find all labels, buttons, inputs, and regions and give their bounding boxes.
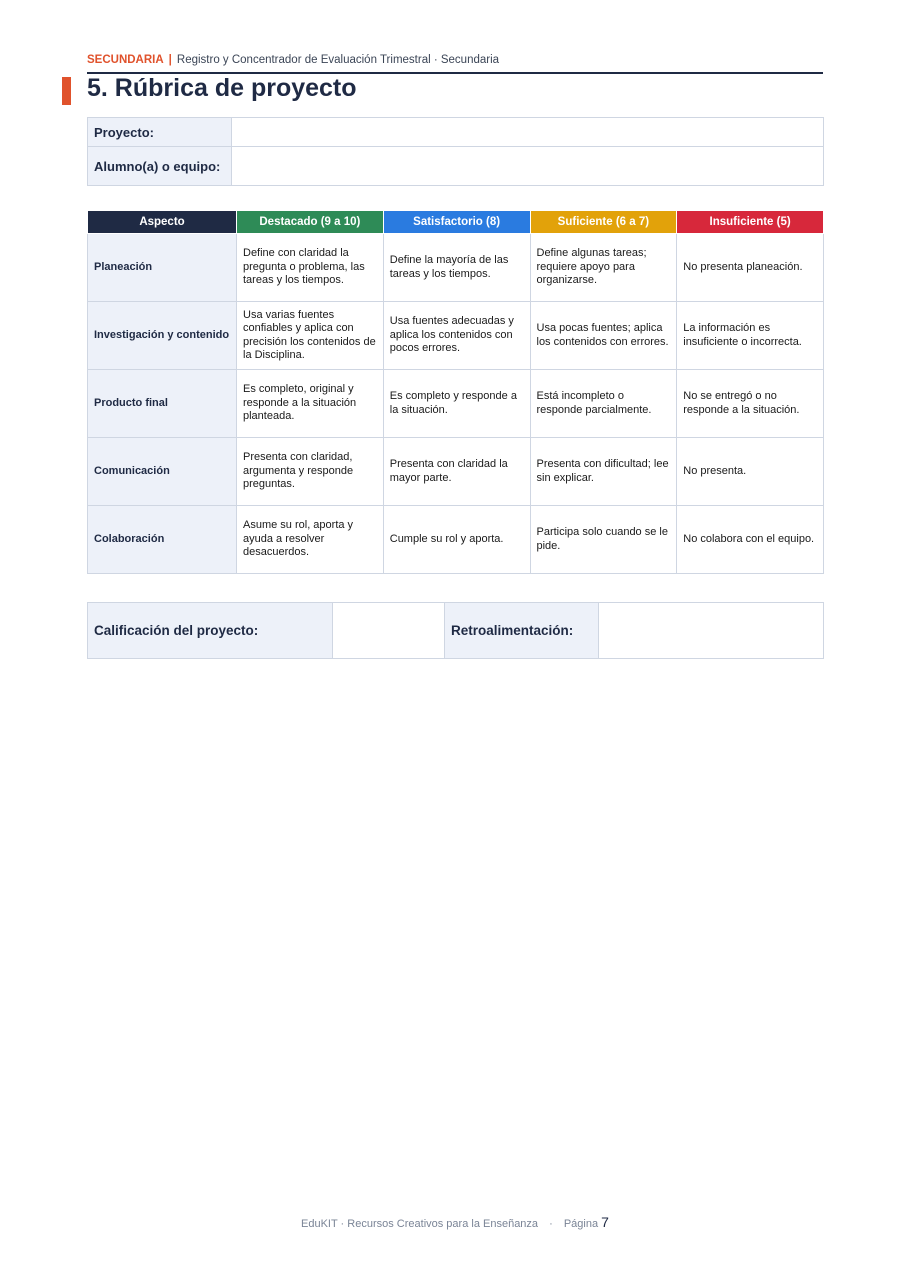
rubric-cell: No colabora con el equipo.: [677, 506, 824, 574]
rubric-cell: Presenta con dificultad; lee sin explicar.: [530, 438, 677, 506]
footer-page-number: 7: [601, 1214, 609, 1230]
page-footer: [0, 1214, 910, 1230]
rubric-cell: Es completo, original y responde a la situación planteada.: [237, 370, 384, 438]
table-row: [88, 438, 824, 506]
table-row: [88, 302, 824, 370]
header-aspect: Aspecto: [88, 211, 237, 234]
rubric-cell: No se entregó o no responde a la situación.: [677, 370, 824, 438]
project-row: [88, 118, 824, 147]
page-title: 5. Rúbrica de proyecto: [87, 74, 357, 102]
rubric-cell: Presenta con claridad, argumenta y responde preguntas.: [237, 438, 384, 506]
rubric-cell: Define algunas tareas; requiere apoyo para organizarse.: [530, 234, 677, 302]
rubric-cell: No presenta.: [677, 438, 824, 506]
rubric-cell: Define la mayoría de las tareas y los tiempos.: [383, 234, 530, 302]
page-header: [87, 54, 823, 74]
student-label: Alumno(a) o equipo:: [88, 147, 232, 186]
footer-dot: ·: [549, 1218, 553, 1230]
grade-row: [88, 603, 824, 659]
rubric-cell: No presenta planeación.: [677, 234, 824, 302]
rubric-cell: Usa pocas fuentes; aplica los contenidos con errores.: [530, 302, 677, 370]
feedback-label: Retroalimentación:: [445, 603, 599, 659]
header-separator: |: [168, 54, 172, 66]
aspect-planeacion: Planeación: [88, 234, 237, 302]
header-subtitle: Registro y Concentrador de Evaluación Trimestral · Secundaria: [176, 54, 500, 66]
footer-text: EduKIT · Recursos Creativos para la Enseñanza: [301, 1218, 539, 1230]
feedback-field[interactable]: [599, 603, 824, 659]
table-row: [88, 506, 824, 574]
rubric-cell: Presenta con claridad la mayor parte.: [383, 438, 530, 506]
project-info-table: [87, 117, 824, 186]
aspect-producto-final: Producto final: [88, 370, 237, 438]
rubric-table: [87, 210, 824, 574]
header-insuficiente: Insuficiente (5): [677, 211, 824, 234]
table-row: [88, 370, 824, 438]
grade-label: Calificación del proyecto:: [88, 603, 333, 659]
title-accent-bar: [62, 77, 71, 105]
header-suficiente: Suficiente (6 a 7): [530, 211, 677, 234]
header-destacado: Destacado (9 a 10): [237, 211, 384, 234]
footer-page-label: Página: [563, 1218, 599, 1230]
grade-field[interactable]: [333, 603, 445, 659]
rubric-header-row: [88, 211, 824, 234]
table-row: [88, 234, 824, 302]
header-satisfactorio: Satisfactorio (8): [383, 211, 530, 234]
grade-table: [87, 602, 824, 659]
rubric-cell: Es completo y responde a la situación.: [383, 370, 530, 438]
rubric-cell: Asume su rol, aporta y ayuda a resolver desacuerdos.: [237, 506, 384, 574]
aspect-comunicacion: Comunicación: [88, 438, 237, 506]
student-field[interactable]: [232, 147, 824, 186]
rubric-cell: Define con claridad la pregunta o problema, las tareas y los tiempos.: [237, 234, 384, 302]
rubric-cell: Participa solo cuando se le pide.: [530, 506, 677, 574]
rubric-cell: Cumple su rol y aporta.: [383, 506, 530, 574]
header-brand: SECUNDARIA: [87, 54, 164, 66]
rubric-cell: Usa fuentes adecuadas y aplica los contenidos con pocos errores.: [383, 302, 530, 370]
rubric-cell: Está incompleto o responde parcialmente.: [530, 370, 677, 438]
rubric-cell: La información es insuficiente o incorrecta.: [677, 302, 824, 370]
aspect-colaboracion: Colaboración: [88, 506, 237, 574]
project-field[interactable]: [232, 118, 824, 147]
student-row: [88, 147, 824, 186]
rubric-cell: Usa varias fuentes confiables y aplica con precisión los contenidos de la Disciplina.: [237, 302, 384, 370]
project-label: Proyecto:: [88, 118, 232, 147]
aspect-investigacion: Investigación y contenido: [88, 302, 237, 370]
